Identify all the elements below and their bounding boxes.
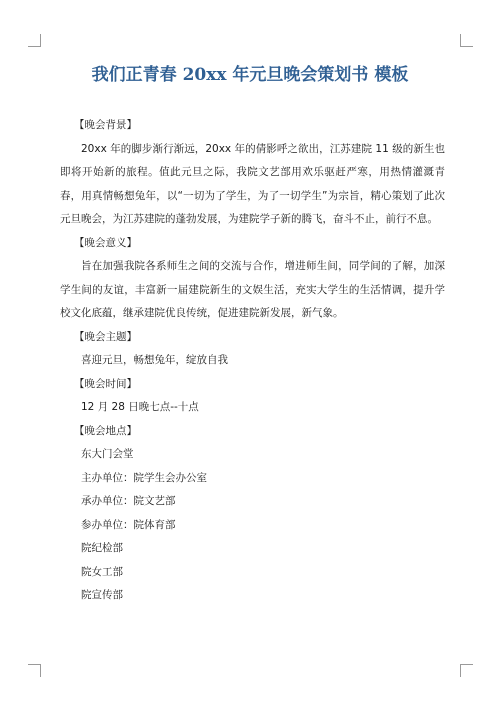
participant-dept-3: 院宣传部 [81, 589, 123, 601]
section-text-venue: 东大门会堂 [81, 448, 134, 460]
crop-mark-bottom-right [460, 664, 473, 677]
section-heading-background: 【晚会背景】 [74, 119, 137, 131]
section-heading-venue: 【晚会地点】 [74, 424, 137, 437]
organizer-unit: 承办单位：院文艺部 [81, 495, 176, 507]
section-text-theme: 喜迎元旦，畅想兔年，绽放自我 [81, 354, 228, 366]
section-heading-theme: 【晚会主题】 [74, 330, 137, 343]
document-body [60, 114, 445, 608]
host-unit: 主办单位：院学生会办公室 [81, 471, 207, 484]
crop-mark-bottom-left [28, 664, 41, 677]
participant-unit: 参办单位：院体育部 [81, 518, 176, 531]
crop-mark-top-left [28, 34, 41, 47]
section-text-significance: 旨在加强我院各系师生之间的交流与合作，增进师生间，同学间的了解，加深学生间的友谊，丰富新一届建院新生的文娱生活，充实大学生的生活情调，提升学校文化底蕴，继承建院优良传统，促进建院新发展，新气象。 [60, 260, 445, 319]
crop-mark-top-right [460, 34, 473, 47]
section-heading-time: 【晚会时间】 [74, 377, 137, 390]
participant-dept-2: 院女工部 [81, 565, 123, 578]
section-heading-significance: 【晚会意义】 [74, 236, 137, 249]
participant-dept-1: 院纪检部 [81, 542, 123, 554]
section-text-background: 20xx 年的脚步渐行渐远，20xx 年的倩影呼之欲出，江苏建院 11 级的新生也即将开始新的旅程。值此元旦之际，我院文艺部用欢乐驱赶严寒，用热情灌溉青春，用真情畅想兔年，以“一切为了学生，为了一切学生”为宗旨，精心策划了此次元旦晚会，为江苏建院的蓬勃发展，为建院学子新的腾飞，奋斗不止，前行不息。 [60, 142, 445, 225]
document-title: 我们正青春 20xx 年元旦晚会策划书 模板 [91, 65, 409, 85]
section-text-time: 12 月 28 日晚七点--十点 [81, 401, 199, 413]
